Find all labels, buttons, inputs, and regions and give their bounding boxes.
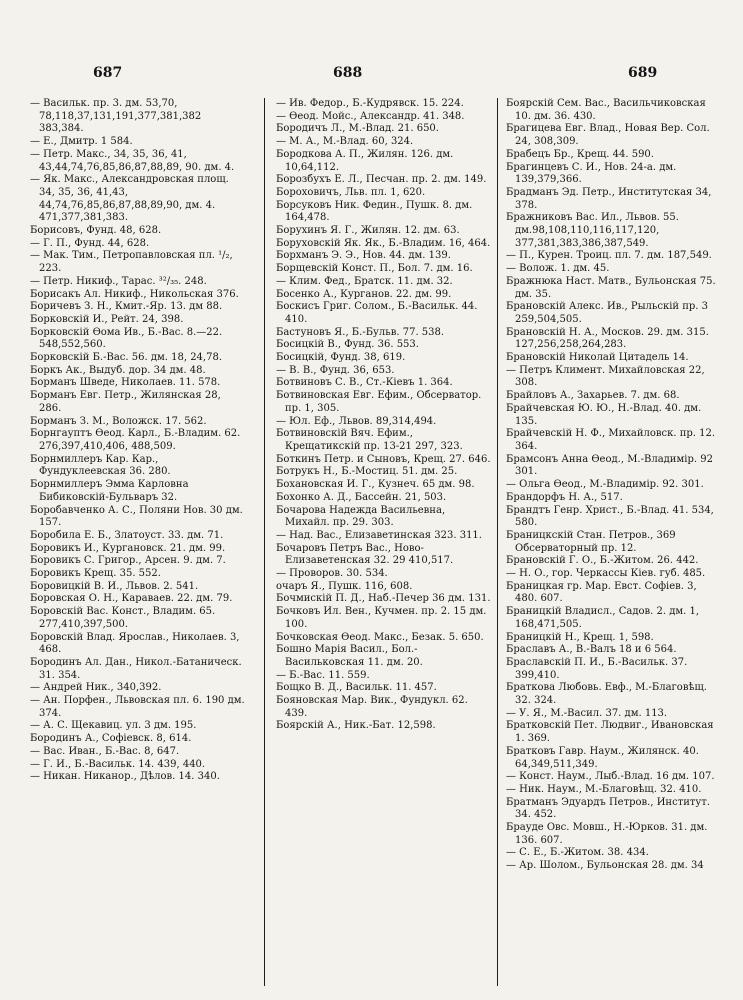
directory-entry: Брановскій Н. А., Москов. 29. дм. 315. 127,256,258,264,283. xyxy=(506,326,709,351)
directory-entry: Боровикъ И., Кургановск. 21. дм. 99. xyxy=(30,542,226,554)
directory-entry: Брауде Овс. Мовш., Н.-Юрков. 31. дм. 136. 607. xyxy=(506,822,708,846)
directory-entry: Боровскій Вас. Конст., Владим. 65. 277,410,397,500. xyxy=(30,606,216,630)
directory-entry: Брамсонъ Анна Ѳеод., М.-Владимір. 92 301. xyxy=(506,453,713,478)
directory-entry: Борманъ Шведе, Николаев. 11. 578. xyxy=(30,377,221,389)
directory-entry: Браславскій П. И., Б.-Васильк. 37. 399,410. xyxy=(506,656,688,681)
directory-entry: Борманъ Евг. Петр., Жилянская 28, 286. xyxy=(30,390,221,414)
directory-entry: Ботрукъ Н., Б.-Мостиц. 51. дм. 25. xyxy=(276,466,458,478)
directory-entry: — Ар. Шолом., Бульонская 28. дм. 34 xyxy=(506,860,704,872)
directory-entry: очаръ Я., Пушк. 116, 608. xyxy=(276,580,413,592)
directory-entry: Борисакъ Ал. Никиф., Никольская 376. xyxy=(30,288,239,300)
directory-entry: — С. Е., Б.-Житом. 38. 434. xyxy=(506,847,649,859)
directory-entry: Брагинцевъ С. И., Нов. 24-а. дм. 139,379,366. xyxy=(506,161,677,186)
directory-entry: Боробавченко А. С., Поляни Нов. 30 дм. 157. xyxy=(30,504,243,529)
directory-entry: Бражниковъ Вас. Ил., Львов. 55. дм.98,108,110,116,117,120, 377,381,383,386,387,549. xyxy=(506,212,679,249)
directory-entry: Борхманъ Э. Э., Нов. 44. дм. 139. xyxy=(276,250,451,262)
directory-entry: Ботвиновская Евг. Ефим., Обсерватор. пр. 1, 305. xyxy=(276,390,482,414)
directory-entry: Бочковъ Ил. Вен., Кучмен. пр. 2. 15 дм. 100. xyxy=(276,606,487,630)
directory-entry: Брабецъ Бр., Крещ. 44. 590. xyxy=(506,148,654,160)
directory-entry: — Конст. Наум., Лыб.-Влад. 16 дм. 107. xyxy=(506,771,715,783)
directory-entry: Бородичъ Л., М.-Влад. 21. 650. xyxy=(276,123,439,135)
directory-entry: — П., Курен. Троиц. пл. 7. дм. 187,549. xyxy=(506,250,712,262)
directory-entry: Брайловъ А., Захарьев. 7. дм. 68. xyxy=(506,390,680,402)
directory-entry: — Над. Вас., Елизаветинская 323. 311. xyxy=(276,529,482,541)
directory-entry: Браткова Любовь. Евф., М.-Благовѣщ. 32. 324. xyxy=(506,682,707,707)
directory-entry: Боркъ Ак., Выдуб. дор. 34 дм. 48. xyxy=(30,364,206,376)
directory-entry: — Е., Дмитр. 1 584. xyxy=(30,136,133,148)
directory-entry: Боярскій А., Ник.-Бат. 12,598. xyxy=(276,720,436,732)
directory-entry: — Петр. Никиф., Тарас. ³²/₃₅. 248. xyxy=(30,275,207,287)
directory-entry: Босенко А., Курганов. 22. дм. 99. xyxy=(276,288,452,300)
directory-entry: Борухинъ Я. Г., Жилян. 12. дм. 63. xyxy=(276,225,460,237)
column-divider-right xyxy=(497,98,498,986)
directory-entry: Бочарова Надежда Васильевна, Михайл. пр. 29. 303. xyxy=(276,504,446,529)
directory-entry: — А. С. Щекавиц. ул. 3 дм. 195. xyxy=(30,720,197,732)
directory-entry: Боруховскій Як. Як., Б.-Владим. 16, 464. xyxy=(276,237,491,249)
column-divider-left xyxy=(264,98,265,986)
directory-entry: — Ольга Ѳеод., М.-Владимір. 92. 301. xyxy=(506,479,704,491)
directory-entry: Браславъ А., В.-Валъ 18 и 6 564. xyxy=(506,644,677,656)
directory-entry: Брадманъ Эд. Петр., Институтская 34, 378. xyxy=(506,186,712,211)
directory-entry: Боричевъ З. Н., Кмит.-Яр. 13. дм 88. xyxy=(30,301,223,313)
directory-entry: Борнмиллеръ Кар. Кар., Фундуклеевская 36. 280. xyxy=(30,453,171,478)
directory-entry: — М. А., М.-Влад. 60, 324. xyxy=(276,136,414,148)
directory-entry: Бородинъ А., Софіевск. 8, 614. xyxy=(30,733,192,745)
directory-entry: — Васильк. пр. 3. дм. 53,70, 78,118,37,131,191,377,381,382 383,384. xyxy=(30,98,202,135)
directory-entry: Бочковская Ѳеод. Макс., Безак. 5. 650. xyxy=(276,631,484,643)
directory-entry: — Як. Макс., Александровская площ. 34, 35, 36, 41,43, 44,74,76,85,86,87,88,89,90, дм. 4. 471,377,381,383. xyxy=(30,174,229,224)
directory-entry: — Андрей Ник., 340,392. xyxy=(30,682,162,694)
directory-entry: Брандорфъ Н. А., 517. xyxy=(506,491,623,503)
page-number-center: 688 xyxy=(333,65,363,81)
directory-entry: Боровскій Влад. Ярослав., Николаев. 3, 468. xyxy=(30,631,240,656)
directory-entry: — Проворов. 30. 534. xyxy=(276,568,388,580)
directory-entry: Бражнюка Наст. Матв., Бульонская 75. дм. 35. xyxy=(506,275,716,300)
directory-entry: Брановскій Алекс. Ив., Рыльскій пр. 3 259,504,505. xyxy=(506,301,709,325)
directory-entry: Борозбухъ Е. Л., Песчан. пр. 2. дм. 149. xyxy=(276,174,487,186)
directory-entry: Ботвиновъ С. В., Ст.-Кіевъ 1. 364. xyxy=(276,377,453,389)
directory-entry: — Ѳеод. Мойс., Александр. 41. 348. xyxy=(276,110,465,122)
directory-entry: Браницкій Владисл., Садов. 2. дм. 1, 168,471,505. xyxy=(506,606,700,630)
directory-column-left xyxy=(30,98,245,784)
directory-entry: Бохановская И. Г., Кузнеч. 65 дм. 98. xyxy=(276,479,475,491)
directory-entry: Братманъ Эдуардъ Петров., Институт. 34. 452. xyxy=(506,796,711,821)
directory-column-right xyxy=(506,98,721,873)
directory-entry: — Н. О., гор. Черкассы Кіев. губ. 485. xyxy=(506,568,706,580)
directory-entry: — Ник. Наум., М.-Благовѣщ. 32. 410. xyxy=(506,783,702,795)
directory-entry: Браницкскій Стан. Петров., 369 Обсерваторный пр. 12. xyxy=(506,529,676,554)
directory-entry: Бородкова А. П., Жилян. 126. дм. 10,64,112. xyxy=(276,148,454,173)
directory-entry: Боткинъ Петр. и Сыновъ, Крещ. 27. 646. xyxy=(276,453,491,465)
directory-entry: Борисовъ, Фунд. 48, 628. xyxy=(30,225,162,237)
directory-entry: Борсуковъ Ник. Федин., Пушк. 8. дм. 164,478. xyxy=(276,199,473,224)
directory-entry: Борковскій И., Рейт. 24, 398. xyxy=(30,313,184,325)
directory-entry: — Волож. 1. дм. 45. xyxy=(506,263,610,275)
directory-entry: Боровицкій В. И., Львов. 2. 541. xyxy=(30,580,199,592)
directory-entry: Борковскій Ѳома Ив., Б.-Вас. 8.—22. 548,552,560. xyxy=(30,326,223,351)
directory-entry: — Б.-Вас. 11. 559. xyxy=(276,669,370,681)
directory-entry: Борнгауптъ Ѳеод. Карл., Б.-Владим. 62. 276,397,410,406, 488,509. xyxy=(30,428,241,452)
directory-entry: Бородинъ Ал. Дан., Никол.-Батаническ. 31. 354. xyxy=(30,656,242,681)
directory-entry: Брановскій Николай Цитадель 14. xyxy=(506,352,689,364)
directory-entry: Борковскій Б.-Вас. 56. дм. 18, 24,78. xyxy=(30,352,223,364)
directory-entry: — Петръ Климент. Михайловская 22, 308. xyxy=(506,364,705,389)
directory-entry: Бастуновъ Я., Б.-Бульв. 77. 538. xyxy=(276,326,445,338)
directory-entry: Бошно Марія Васил., Бол.-Васильковская 11. дм. 20. xyxy=(276,644,423,668)
directory-entry: — Ан. Порфен., Львовская пл. 6. 190 дм. 374. xyxy=(30,695,245,719)
directory-entry: Боярскій Сем. Вас., Васильчиковская 10. дм. 36. 430. xyxy=(506,98,706,122)
directory-column-center xyxy=(276,98,491,733)
directory-entry: Бочмискій П. Д., Наб.-Печер 36 дм. 131. xyxy=(276,593,491,605)
directory-entry: Брайчевская Ю. Ю., Н.-Влад. 40. дм. 135. xyxy=(506,402,702,427)
directory-entry: Браницкая гр. Мар. Евст. Софіев. 3, 480. 607. xyxy=(506,580,697,605)
directory-entry: Бочаровъ Петръ Вас., Ново-Елизаветенская 32. 29 410,517. xyxy=(276,542,454,567)
directory-entry: Братковъ Гавр. Наум., Жилянск. 40. 64,349,511,349. xyxy=(506,745,699,770)
directory-entry: — Клим. Фед., Братск. 11. дм. 32. xyxy=(276,275,453,287)
directory-entry: — Петр. Макс., 34, 35, 36, 41, 43,44,74,76,85,86,87,88,89, 90. дм. 4. xyxy=(30,148,235,173)
directory-entry: Бохонко А. Д., Бассейн. 21, 503. xyxy=(276,491,447,503)
directory-entry: — В. В., Фунд. 36, 653. xyxy=(276,364,395,376)
directory-entry: Брандтъ Генр. Христ., Б.-Влад. 41. 534, 580. xyxy=(506,504,714,529)
directory-entry: — Юл. Еф., Львов. 89,314,494. xyxy=(276,415,437,427)
directory-entry: — Г. П., Фунд. 44, 628. xyxy=(30,237,150,249)
directory-entry: — У. Я., М.-Васил. 37. дм. 113. xyxy=(506,707,668,719)
directory-entry: Борманъ З. М., Воложск. 17. 562. xyxy=(30,415,207,427)
directory-entry: Бощко В. Д., Васильк. 11. 457. xyxy=(276,682,437,694)
directory-entry: Борщевскій Конст. П., Бол. 7. дм. 16. xyxy=(276,263,473,275)
directory-entry: Боробила Е. Б., Златоуст. 33. дм. 71. xyxy=(30,529,224,541)
directory-entry: Боровская О. Н., Караваев. 22. дм. 79. xyxy=(30,593,233,605)
directory-entry: Босицкій В., Фунд. 36. 553. xyxy=(276,339,419,351)
page-number-left: 687 xyxy=(93,65,123,81)
directory-entry: Бояновская Мар. Вик., Фундукл. 62. 439. xyxy=(276,695,468,719)
directory-entry: Боскисъ Григ. Солом., Б.-Васильк. 44. 410. xyxy=(276,301,478,325)
directory-entry: Борнмиллеръ Эмма Карловна Бибиковскій-Бульваръ 32. xyxy=(30,479,189,503)
directory-entry: Брайчевскій Н. Ф., Михайловск. пр. 12. 364. xyxy=(506,428,716,452)
directory-entry: — Мак. Тим., Петропавловская пл. ¹/₂, 223. xyxy=(30,250,233,275)
directory-entry: Боровикъ Крещ. 35. 552. xyxy=(30,568,161,580)
directory-entry: — Ив. Федор., Б.-Кудрявск. 15. 224. xyxy=(276,98,464,109)
directory-entry: Браницкій Н., Крещ. 1, 598. xyxy=(506,631,654,643)
directory-entry: Братковскій Пет. Людвиг., Ивановская 1. 369. xyxy=(506,720,714,745)
directory-entry: — Г. И., Б.-Васильк. 14. 439, 440. xyxy=(30,758,206,770)
directory-entry: Боровикъ С. Григор., Арсен. 9. дм. 7. xyxy=(30,555,226,567)
directory-entry: Ботвиновскій Вяч. Ефим., Крещатикскій пр. 13-21 297, 323. xyxy=(276,428,463,452)
directory-entry: — Никан. Никанор., Дѣлов. 14. 340. xyxy=(30,771,220,783)
page-number-right: 689 xyxy=(628,65,658,81)
directory-entry: Брановскій Г. О., Б.-Житом. 26. 442. xyxy=(506,555,699,567)
directory-entry: — Вас. Иван., Б.-Вас. 8, 647. xyxy=(30,745,180,757)
directory-entry: Босицкій, Фунд. 38, 619. xyxy=(276,352,406,364)
directory-entry: Бороховичъ, Льв. пл. 1, 620. xyxy=(276,186,426,198)
directory-entry: Брагицева Евг. Влад., Новая Вер. Сол. 24, 308,309. xyxy=(506,123,710,148)
